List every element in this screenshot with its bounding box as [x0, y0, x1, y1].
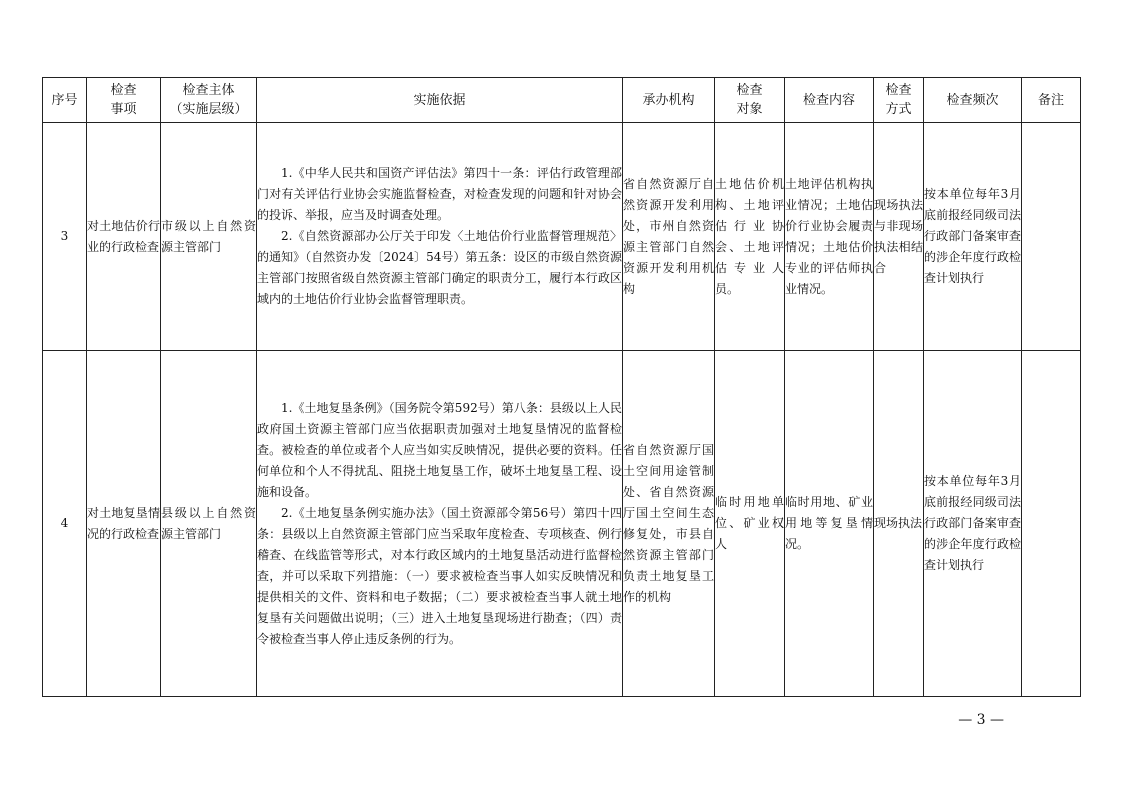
header-basis: 实施依据 — [257, 78, 623, 123]
cell-content: 土地评估机构执业情况；土地估价行业协会履责情况；土地估价专业的评估师执业情况。 — [785, 123, 874, 351]
basis-paragraph: 2.《自然资源部办公厅关于印发〈土地估价行业监督管理规范〉的通知》（自然资办发〔2024〕54号）第五条：设区的市级自然资源主管部门按照省级自然资源主管部门确定的职责分工，履行本行政区域内的土地估价行业协会监督管理职责。 — [257, 229, 622, 306]
cell-frequency: 按本单位每年3月底前报经同级司法行政部门备案审查的涉企年度行政检查计划执行 — [924, 351, 1022, 697]
table-row — [43, 351, 1081, 697]
header-target: 检查 对象 — [715, 78, 785, 123]
cell-basis — [257, 351, 623, 697]
cell-frequency: 按本单位每年3月底前报经同级司法行政部门备案审查的涉企年度行政检查计划执行 — [924, 123, 1022, 351]
header-agency: 承办机构 — [623, 78, 715, 123]
cell-method: 现场执法 — [874, 351, 924, 697]
cell-remark — [1022, 351, 1081, 697]
header-remark: 备注 — [1022, 78, 1081, 123]
basis-paragraph: 2.《土地复垦条例实施办法》（国土资源部令第56号）第四十四条：县级以上自然资源主管部门应当采取年度检查、专项核查、例行稽查、在线监管等形式，对本行政区域内的土地复垦活动进行监督检查，并可以采取下列措施：（一）要求被检查当事人如实反映情况和提供相关的文件、资料和电子数据；（二）要求被检查当事人就土地复垦有关问题做出说明；（三）进入土地复垦现场进行勘查；（四）责令被检查当事人停止违反条例的行为。 — [257, 505, 622, 646]
cell-basis — [257, 123, 623, 351]
header-seq: 序号 — [43, 78, 87, 123]
cell-seq: 4 — [43, 351, 87, 697]
cell-content: 临时用地、矿业用地等复垦情况。 — [785, 351, 874, 697]
cell-agency: 省自然资源厅国土空间用途管制处、省自然资源厅国土空间生态修复处，市县自然资源主管部门负责土地复垦工作的机构 — [623, 351, 715, 697]
cell-subject: 市级以上自然资源主管部门 — [161, 123, 257, 351]
header-content: 检查内容 — [785, 78, 874, 123]
header-row — [43, 78, 1081, 123]
basis-paragraph: 1.《中华人民共和国资产评估法》第四十一条：评估行政管理部门对有关评估行业协会实施监督检查，对检查发现的问题和针对协会的投诉、举报，应当及时调查处理。 — [257, 166, 622, 222]
cell-item: 对土地复垦情况的行政检查 — [87, 351, 161, 697]
basis-paragraph: 1.《土地复垦条例》（国务院令第592号）第八条：县级以上人民政府国土资源主管部门应当依据职责加强对土地复垦情况的监督检查。被检查的单位或者个人应当如实反映情况，提供必要的资料。任何单位和个人不得扰乱、阻挠土地复垦工作，破坏土地复垦工程、设施和设备。 — [257, 400, 622, 499]
cell-target: 土地估价机构、土地评估行业协会、土地评估专业人员。 — [715, 123, 785, 351]
header-subject: 检查主体 （实施层级） — [161, 78, 257, 123]
cell-seq: 3 — [43, 123, 87, 351]
table-row — [43, 123, 1081, 351]
inspection-table — [42, 77, 1081, 697]
header-frequency: 检查频次 — [924, 78, 1022, 123]
page-number: — 3 — — [958, 712, 1004, 728]
cell-agency: 省自然资源厅自然资源开发利用处，市州自然资源主管部门自然资源开发利用机构 — [623, 123, 715, 351]
cell-remark — [1022, 123, 1081, 351]
cell-item: 对土地估价行业的行政检查 — [87, 123, 161, 351]
cell-target: 临时用地单位、矿业权人 — [715, 351, 785, 697]
header-method: 检查 方式 — [874, 78, 924, 123]
cell-subject: 县级以上自然资源主管部门 — [161, 351, 257, 697]
header-item: 检查 事项 — [87, 78, 161, 123]
cell-method: 现场执法与非现场执法相结合 — [874, 123, 924, 351]
